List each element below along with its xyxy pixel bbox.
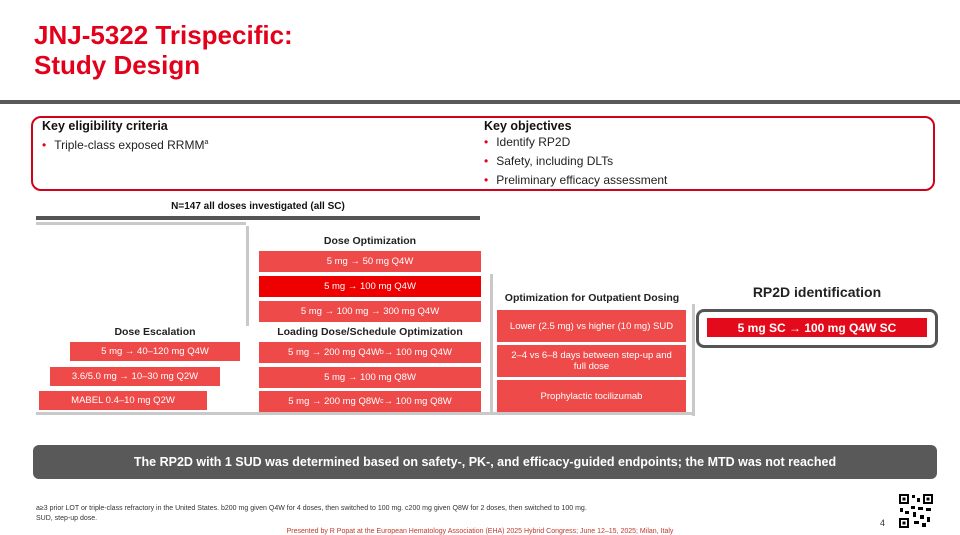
outpatient-label: Optimization for Outpatient Dosing [504,292,680,304]
objective-text: Safety, including DLTs [496,154,614,168]
bullet-icon: • [484,154,489,168]
dose-escalation-box: 5 mg → 40–120 mg Q4W [70,342,240,361]
dose-escalation-label: Dose Escalation [114,326,196,338]
eligibility-section [42,119,208,155]
eligibility-item [42,133,208,155]
title-line-1: JNJ-5322 Trispecific: [34,20,293,50]
dose-optimization-box-highlight: 5 mg → 100 mg Q4W [259,276,481,297]
loading-dose-box [259,391,481,412]
stair-line-bottom [36,412,694,415]
loading-dose-sup: c [380,398,384,405]
stair-line-step2 [490,274,493,414]
loading-dose-text: 5 mg → 200 mg Q4W [288,347,380,358]
eligibility-text: Triple-class exposed RRMM [54,138,205,152]
objective-text: Identify RP2D [496,135,571,149]
loading-dose-text: 5 mg → 100 mg Q8W [324,372,416,383]
outpatient-box: Lower (2.5 mg) vs higher (10 mg) SUD [497,310,686,342]
dose-escalation-box: 3.6/5.0 mg → 10–30 mg Q2W [50,367,220,386]
rp2d-label: RP2D identification [752,284,882,300]
conclusion-banner: The RP2D with 1 SUD was determined based on safety-, PK-, and efficacy-guided endpoints; the MTD was not reached [33,445,937,479]
page-title [34,20,293,80]
loading-dose-label: Loading Dose/Schedule Optimization [277,326,463,338]
loading-dose-box [259,367,481,388]
objective-text: Preliminary efficacy assessment [496,173,668,187]
dose-escalation-box: MABEL 0.4–10 mg Q2W [39,391,207,410]
loading-dose-text: 5 mg → 200 mg Q8W [288,396,381,407]
loading-dose-text: → 100 mg Q8W [383,396,452,407]
footnote-line-1: a≥3 prior LOT or triple-class refractory in the United States. b200 mg given Q4W for 4 doses, then switched to 100 mg. c200 mg given Q8W for 2 doses, then switched to 100 mg. [36,505,587,512]
dose-optimization-box: 5 mg → 100 mg → 300 mg Q4W [259,301,481,322]
loading-dose-sup: b [379,349,384,356]
footnote [36,504,587,524]
footnote-line-2: SUD, step-up dose. [36,515,98,522]
presented-by: Presented by R Popat at the European Hematology Association (EHA) 2025 Hybrid Congress; June 12–15, 2025; Milan, Italy [286,528,674,535]
dose-optimization-box: 5 mg → 50 mg Q4W [259,251,481,272]
objective-item [484,133,667,152]
n-label: N=147 all doses investigated (all SC) [171,201,345,212]
objectives-header: Key objectives [484,119,572,133]
eligibility-header: Key eligibility criteria [42,119,168,133]
objective-item [484,152,667,171]
outpatient-box: Prophylactic tocilizumab [497,380,686,412]
loading-dose-box [259,342,481,363]
n-bracket-line [36,216,480,220]
objective-item [484,171,667,190]
title-divider [0,100,960,104]
bullet-icon: • [484,135,489,149]
loading-dose-text: → 100 mg Q4W [383,347,452,358]
objectives-section [484,119,667,190]
page-number: 4 [880,518,886,528]
rp2d-value: 5 mg SC → 100 mg Q4W SC [707,318,927,337]
stair-line-step1 [246,226,249,326]
dose-optimization-label: Dose Optimization [323,235,417,247]
eligibility-sup: a [204,139,209,146]
qr-code-icon[interactable] [898,493,934,529]
stair-line-step3 [692,304,695,416]
stair-line-top [36,222,246,225]
outpatient-box: 2–4 vs 6–8 days between step-up and full dose [497,345,686,377]
bullet-icon: • [42,138,47,152]
title-line-2: Study Design [34,50,201,80]
bullet-icon: • [484,173,489,187]
